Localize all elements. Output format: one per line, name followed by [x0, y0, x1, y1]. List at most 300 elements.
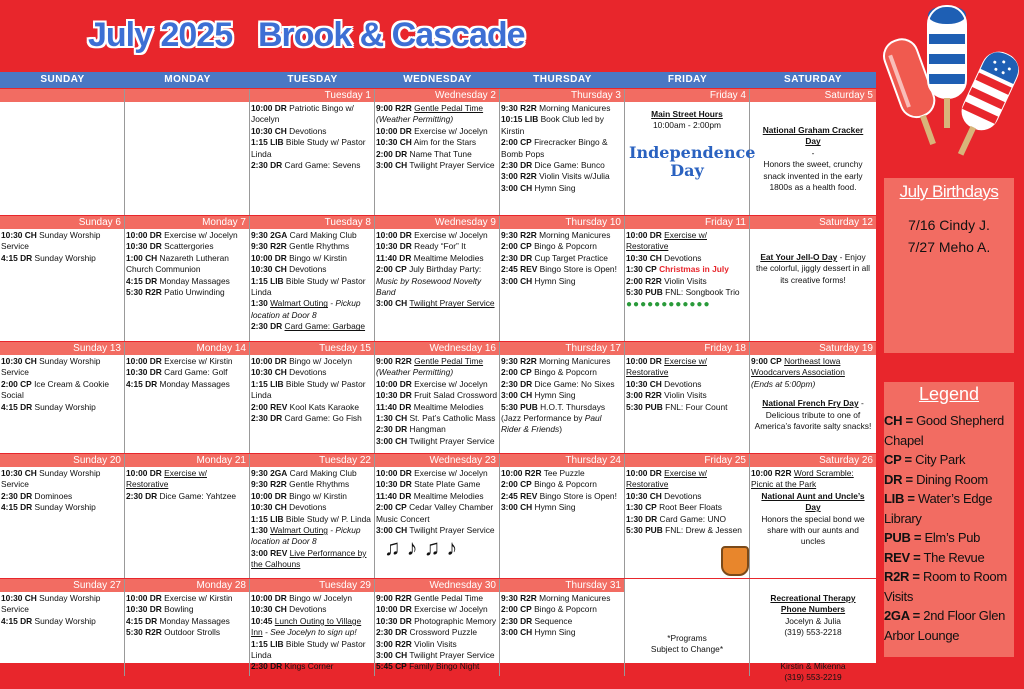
birthdays-panel	[884, 178, 1014, 353]
event-time-location: 10:30 CH	[1, 593, 37, 603]
event-title: Bingo & Popcorn	[534, 241, 597, 252]
event-item	[501, 253, 623, 264]
event-title: Card Making Club	[289, 230, 357, 240]
day-events	[625, 229, 749, 311]
event-note: Music by Rosewood Novelty Band	[376, 275, 482, 298]
event-title: Crossword Puzzle	[409, 627, 478, 638]
legend-panel	[884, 382, 1014, 657]
event-item	[376, 379, 498, 390]
event-time-location: 3:00 CH	[501, 275, 533, 286]
day-label: Thursday 10	[500, 216, 624, 229]
event-item	[376, 468, 498, 479]
day-label: Saturday 12	[750, 216, 876, 229]
day-events	[250, 355, 374, 424]
event-item	[1, 356, 123, 379]
day-label	[750, 579, 876, 592]
event-time-location: 10:30 CH	[626, 378, 662, 389]
day-label	[625, 579, 749, 592]
day-label: Wednesday 2	[375, 89, 499, 102]
day-events	[625, 592, 749, 662]
outing-note: - See Jocelyn to sign up!	[264, 627, 357, 638]
day-label: Thursday 3	[500, 89, 624, 102]
day-label: Wednesday 16	[375, 342, 499, 355]
event-item	[1, 502, 123, 513]
event-item	[1, 402, 123, 413]
event-time-location: 10:30 DR	[126, 604, 162, 615]
event-time-location: 10:00 DR	[251, 490, 287, 501]
event-item	[376, 604, 498, 615]
event-time-location: 9:30 R2R	[501, 593, 537, 603]
event-title: Cedar Valley Chamber Music Concert	[376, 502, 494, 524]
event-item	[376, 650, 498, 661]
event-time-location: 4:15 DR	[1, 401, 33, 412]
event-item	[501, 390, 623, 401]
event-item	[376, 264, 498, 275]
event-time-location: 1:15 LIB	[251, 638, 284, 649]
event-title: Northeast Iowa Woodcarvers Association	[751, 356, 845, 378]
event-time-location: 1:30 DR	[626, 513, 658, 524]
observance-heading: National Aunt and Uncle’s Day	[761, 490, 865, 513]
event-title: Monday Massages	[159, 615, 230, 626]
event-title: Violin Visits w/Julia	[539, 171, 610, 182]
event-item	[376, 149, 498, 160]
event-time-location: 5:30 PUB	[626, 401, 663, 412]
day-events	[0, 229, 124, 264]
legend-title: Legend	[918, 384, 980, 404]
event-title: Hymn Sing	[534, 182, 576, 193]
event-time-location: 10:30 CH	[626, 490, 662, 501]
event-time-location: 5:30 R2R	[126, 287, 162, 298]
day-cell-mon	[125, 342, 250, 453]
event-item	[501, 160, 623, 171]
outing-note: - Pickup location at Door 8	[251, 298, 361, 320]
event-title: Bible Study w/ Pastor Linda	[251, 638, 366, 661]
event-item	[251, 402, 373, 413]
event-time-location: 3:00 R2R	[376, 638, 412, 649]
event-title: Violin Visits	[664, 275, 707, 286]
event-item	[126, 593, 248, 604]
event-item	[1, 230, 123, 253]
event-title: Sunday Worship Service	[1, 356, 101, 378]
event-title: Photographic Memory	[414, 615, 497, 626]
day-label: Sunday 20	[0, 454, 124, 467]
day-cell-sun	[0, 89, 125, 215]
day-label	[125, 89, 249, 102]
weekday-sunday: SUNDAY	[40, 74, 85, 85]
day-cell-thu	[500, 579, 625, 676]
event-title: Devotions	[289, 367, 327, 378]
event-title: Root Beer Floats	[659, 502, 722, 513]
event-title: Exercise w/ Jocelyn	[414, 604, 488, 615]
event-item	[501, 491, 623, 502]
day-cell-sat	[750, 579, 876, 683]
day-events	[625, 355, 749, 413]
event-time-location: 11:40 DR	[376, 490, 412, 501]
event-item	[376, 413, 498, 424]
note-line: Subject to Change*	[650, 644, 724, 655]
event-item	[251, 230, 373, 241]
event-time-location: 3:00 REV	[251, 547, 288, 558]
event-item	[376, 479, 498, 490]
event-title: Gentle Pedal Time	[414, 356, 484, 366]
day-events	[125, 355, 249, 390]
day-label: Wednesday 30	[375, 579, 499, 592]
popsicle-decoration	[876, 0, 1024, 180]
observance-heading: National Graham Cracker Day	[762, 125, 864, 147]
event-time-location: 10:15 LIB	[501, 114, 539, 125]
observance-text: Honors the special bond we share with our aunts and uncles	[761, 513, 865, 547]
day-events	[500, 355, 624, 436]
week-row	[0, 215, 876, 341]
weekday-friday: FRIDAY	[667, 74, 708, 85]
event-title: Bible Study w/ Pastor Linda	[251, 275, 366, 298]
event-time-location: 1:15 LIB	[251, 378, 284, 389]
day-cell-wed	[375, 342, 500, 453]
event-time-location: 2:30 DR	[126, 490, 158, 501]
event-item	[251, 514, 373, 525]
day-cell-tue	[250, 454, 375, 578]
day-cell-fri	[625, 454, 750, 578]
day-cell-tue	[250, 579, 375, 676]
event-title: Nazareth Lutheran Church Communion	[126, 252, 229, 275]
event-time-location: 2:30 DR	[501, 252, 533, 263]
event-time: 1:30	[251, 298, 268, 309]
event-time-location: 10:30 CH	[1, 356, 37, 366]
event-time-location: 3:00 CH	[376, 435, 408, 446]
event-time-location: 10:00 DR	[251, 356, 287, 366]
day-cell-thu	[500, 216, 625, 341]
event-title: July Birthday Party:	[409, 264, 482, 275]
event-time-location: 10:30 DR	[126, 241, 162, 252]
event-item	[251, 491, 373, 502]
day-label: Friday 25	[625, 454, 749, 467]
outing-title: Walmart Outing	[270, 298, 328, 309]
event-title: Christmas in July	[659, 264, 729, 275]
event-title: Exercise w/ Jocelyn	[414, 125, 488, 136]
week-row	[0, 88, 876, 215]
legend-meaning: The Revue	[923, 549, 985, 565]
weekday-monday: MONDAY	[164, 74, 211, 85]
event-item	[251, 604, 373, 615]
event-title: Card Game: Go Fish	[284, 413, 362, 424]
legend-code: 2GA =	[884, 608, 920, 623]
event-item	[626, 264, 748, 275]
event-title: Sunday Worship	[34, 615, 96, 626]
event-time-location: 10:00 DR	[126, 468, 162, 478]
event-title: Devotions	[664, 378, 702, 389]
event-title: Fruit Salad Crossword	[414, 390, 498, 401]
day-cell-fri	[625, 216, 750, 341]
note-part: )	[559, 424, 562, 435]
legend-item	[884, 528, 1014, 548]
event-time-location: 10:30 CH	[251, 604, 287, 615]
event-time-location: 1:15 LIB	[251, 513, 284, 524]
event-time-location: 10:00 DR	[126, 230, 162, 240]
event-title: Devotions	[289, 604, 327, 615]
event-item	[126, 230, 248, 241]
day-label: Thursday 24	[500, 454, 624, 467]
event-item	[376, 436, 498, 447]
event-item	[626, 287, 748, 298]
event-title: Devotions	[289, 502, 327, 513]
event-item	[501, 502, 623, 513]
day-events	[500, 592, 624, 639]
event-item	[251, 502, 373, 513]
day-events	[375, 102, 499, 171]
event-title: Word Scramble: Picnic at the Park	[751, 468, 854, 490]
outing-event	[251, 525, 373, 548]
event-time-location: 10:30 DR	[376, 241, 412, 252]
programs-note	[626, 593, 748, 662]
day-label	[0, 89, 124, 102]
event-time-location: 10:30 CH	[251, 264, 287, 275]
day-events	[625, 467, 749, 536]
week-row	[0, 341, 876, 453]
event-time-location: 10:30 CH	[1, 230, 37, 240]
event-time-location: 10:30 CH	[626, 252, 662, 263]
event-title: State Plate Game	[414, 479, 481, 490]
event-time-location: 10:00 DR	[376, 230, 412, 240]
event-time-location: 2:00 CP	[501, 604, 532, 615]
spacer	[754, 639, 872, 661]
event-time-location: 10:30 CH	[251, 125, 287, 136]
event-item	[251, 413, 373, 424]
phone-heading: Recreational Therapy	[770, 593, 856, 603]
event-item	[376, 402, 498, 413]
day-cell-thu	[500, 454, 625, 578]
event-time-location: 10:30 DR	[376, 615, 412, 626]
event-time-location: 10:30 CH	[1, 468, 37, 478]
day-events	[500, 229, 624, 287]
event-item	[376, 137, 498, 148]
observance-heading: National French Fry Day	[762, 398, 859, 409]
event-item	[376, 502, 498, 525]
event-item	[376, 298, 498, 309]
event-item	[626, 468, 748, 491]
day-events	[500, 467, 624, 514]
day-label: Friday 18	[625, 342, 749, 355]
day-cell-sat	[750, 89, 876, 215]
day-cell-mon	[125, 454, 250, 578]
day-cell-sun	[0, 454, 125, 578]
event-time-location: 2:00 CP	[501, 367, 532, 378]
event-title: Live Performance by the Calhouns	[251, 547, 367, 570]
event-title: Sunday Worship Service	[1, 593, 101, 615]
phone-number: (319) 553-2218	[784, 627, 842, 638]
day-cell-tue	[250, 342, 375, 453]
event-title: H.O.T. Thursdays	[540, 401, 606, 412]
event-item	[376, 661, 498, 672]
event-time: 10:45	[251, 615, 273, 626]
root-beer-float-icon	[721, 546, 749, 576]
event-time-location: 2:00 REV	[251, 401, 288, 412]
event-item	[376, 241, 498, 252]
event-item	[376, 616, 498, 627]
event-title: Devotions	[289, 264, 327, 275]
legend-item	[884, 411, 1014, 450]
day-label: Friday 4	[625, 89, 749, 102]
event-item	[501, 627, 623, 638]
event-title: Mealtime Melodies	[413, 401, 484, 412]
event-time-location: 2:00 CP	[376, 502, 407, 513]
event-time-location: 1:30 CH	[376, 413, 408, 424]
event-title: Kool Kats Karaoke	[289, 401, 360, 412]
event-time-location: 9:00 R2R	[376, 356, 412, 366]
music-notes-icon: ♫ ♪ ♫ ♪	[384, 535, 458, 561]
event-time-location: 5:30 R2R	[126, 627, 162, 638]
event-item	[126, 356, 248, 367]
day-events	[375, 592, 499, 673]
event-item	[626, 402, 748, 413]
day-events	[750, 229, 876, 292]
event-item	[501, 604, 623, 615]
event-title: Gentle Rhythms	[289, 479, 350, 490]
birthdays-title: July Birthdays	[899, 182, 999, 201]
weekday-thursday: THURSDAY	[533, 74, 592, 85]
event-item	[251, 276, 373, 299]
event-time-location: 2:00 CP	[501, 241, 532, 252]
event-title: Exercise w/ Jocelyn	[414, 378, 488, 389]
day-label: Sunday 6	[0, 216, 124, 229]
event-time-location: 10:00 DR	[376, 378, 412, 389]
event-time-location: 3:00 CH	[501, 182, 533, 193]
event-time-location: 5:45 CP	[376, 661, 407, 672]
event-time-location: 4:15 DR	[126, 275, 158, 286]
legend-code: REV =	[884, 549, 921, 565]
day-events	[625, 102, 756, 186]
day-events	[375, 229, 499, 310]
event-item	[1, 593, 123, 616]
event-item	[626, 276, 748, 287]
event-title: Ready “For” It	[414, 241, 466, 252]
event-title: Outdoor Strolls	[164, 627, 221, 638]
main-street-heading: Main Street Hours	[651, 109, 723, 119]
day-cell-tue	[250, 89, 375, 215]
event-time-location: 2:30 DR	[251, 661, 283, 672]
observance-text: - Delicious tribute to one of America’s favorite salty snacks!	[754, 398, 872, 432]
event-item	[751, 468, 875, 491]
event-item	[251, 356, 373, 367]
event-item	[251, 137, 373, 160]
day-events	[750, 355, 876, 438]
day-label: Monday 7	[125, 216, 249, 229]
event-time-location: 4:15 DR	[1, 615, 33, 626]
day-events	[125, 102, 249, 103]
event-time-location: 4:15 DR	[126, 378, 158, 389]
event-item	[251, 253, 373, 264]
weekday-saturday: SATURDAY	[784, 74, 842, 85]
event-item	[251, 126, 373, 137]
event-item	[251, 479, 373, 490]
day-cell-mon	[125, 216, 250, 341]
event-item	[501, 402, 623, 413]
legend-meaning: City Park	[915, 452, 966, 467]
day-cell-wed	[375, 454, 500, 578]
observance-block	[751, 491, 875, 548]
event-time-location: 10:00 DR	[251, 593, 287, 603]
event-item	[376, 390, 498, 401]
day-label: Friday 11	[625, 216, 749, 229]
observance-dash: -	[811, 147, 815, 158]
event-title: Card Game: UNO	[659, 513, 727, 524]
event-title: Devotions	[664, 490, 702, 501]
day-cell-sat	[750, 342, 876, 453]
event-title: Sunday Worship	[34, 252, 96, 263]
event-time-location: 9:00 CP	[751, 356, 782, 366]
note-part: Paul Rider & Friends	[501, 413, 602, 435]
day-cell-sun	[0, 216, 125, 341]
event-title: Bible Study w/ Pastor Linda	[251, 378, 366, 401]
day-events	[500, 102, 624, 194]
day-cell-sun	[0, 342, 125, 453]
event-item	[626, 230, 748, 253]
event-item	[251, 379, 373, 402]
day-cell-fri	[625, 89, 756, 215]
event-title: Ice Cream & Cookie Social	[1, 378, 109, 401]
event-title: Hymn Sing	[534, 275, 576, 286]
event-time-location: 4:15 DR	[1, 502, 33, 513]
day-cell-wed	[375, 216, 500, 341]
event-item	[501, 114, 623, 137]
christmas-lights-icon: ●●●●●●●●●●●●	[626, 299, 711, 311]
event-time-location: 2:00 R2R	[626, 275, 662, 286]
week-row	[0, 453, 876, 578]
event-time-location: 3:00 R2R	[501, 171, 537, 182]
event-title: Bingo & Popcorn	[534, 479, 597, 490]
event-note	[501, 413, 623, 436]
event-time-location: 10:00 DR	[626, 356, 662, 366]
event-title: Card Game: Sevens	[284, 160, 361, 171]
event-title: Morning Manicures	[539, 103, 611, 113]
event-title: Hymn Sing	[534, 390, 576, 401]
week-row	[0, 578, 876, 683]
phone-heading: Phone Numbers	[780, 604, 846, 615]
legend-meaning: Good Shepherd Chapel	[884, 413, 1004, 448]
event-title: Exercise w/ Kirstin	[164, 593, 233, 603]
event-title: FNL: Drew & Jessen	[665, 525, 742, 536]
event-time-location: 9:00 R2R	[376, 593, 412, 603]
event-title: Sunday Worship	[34, 502, 96, 513]
event-time-location: 2:45 REV	[501, 490, 538, 501]
event-title: Bible Study w/ Pastor Linda	[251, 137, 366, 159]
event-title: Card Making Club	[289, 468, 357, 478]
event-item	[126, 604, 248, 615]
event-item	[501, 183, 623, 194]
day-cell-tue	[250, 216, 375, 341]
event-item	[251, 321, 373, 332]
event-item	[126, 287, 248, 298]
day-cell-fri	[625, 342, 750, 453]
event-title: Bingo w/ Jocelyn	[289, 593, 353, 603]
event-item	[1, 379, 123, 402]
event-title: Hymn Sing	[534, 502, 576, 513]
observance-block	[751, 103, 875, 199]
event-time-location: 2:30 DR	[501, 378, 533, 389]
day-label: Saturday 5	[750, 89, 876, 102]
event-title: Morning Manicures	[539, 356, 611, 366]
event-time-location: 1:30 CP	[626, 502, 657, 513]
event-title: Exercise w/ Restorative	[626, 468, 707, 490]
legend-code: DR =	[884, 471, 913, 487]
event-time-location: 2:30 DR	[1, 490, 33, 501]
event-item	[501, 137, 623, 160]
event-time-location: 2:00 CP	[1, 378, 32, 389]
outing-event	[251, 298, 373, 321]
event-item	[1, 468, 123, 491]
day-label: Tuesday 1	[250, 89, 374, 102]
event-title: Book Club led by Kirstin	[501, 114, 604, 136]
event-time-location: 9:30 R2R	[251, 241, 287, 252]
